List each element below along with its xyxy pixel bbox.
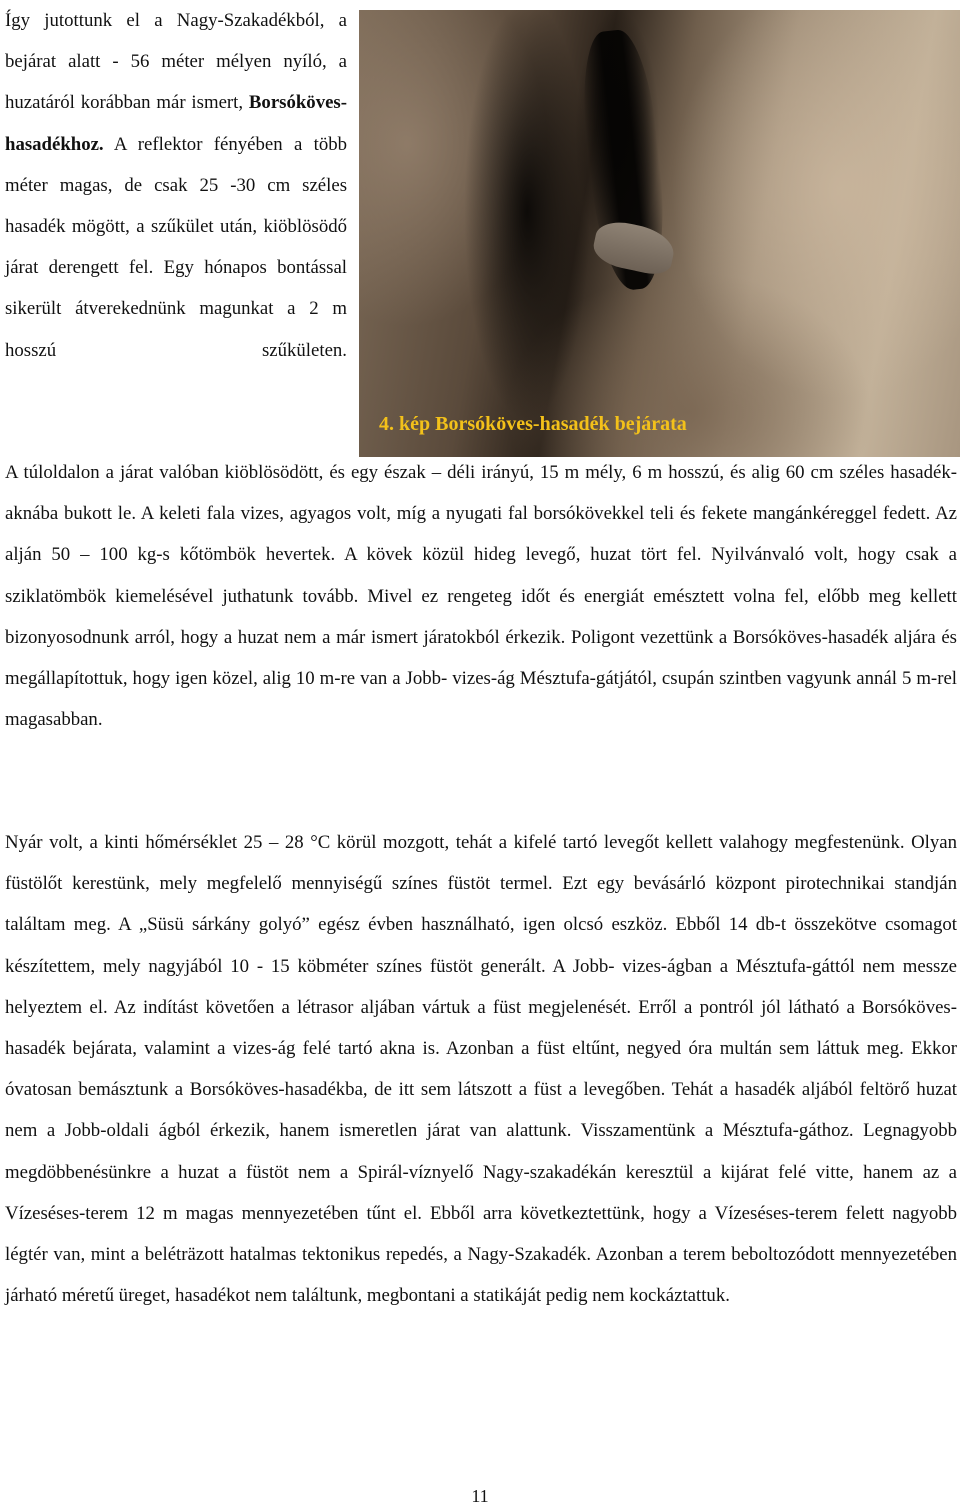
photo-rock-shape bbox=[590, 217, 678, 278]
body-paragraph-1: A túloldalon a járat valóban kiöblösödött, és egy észak – déli irányú, 15 m mély, 6 m hosszú, és alig 60 cm széles hasadék-aknába bukott le. A keleti fala vizes, agyagos volt, míg a nyugati fal borsókövekkel teli és fekete mangánkéreggel fedett. Az alján 50 – 100 kg-s kőtömbök hevertek. A kövek közül hideg levegő, huzat tört fel. Nyilvánvaló volt, hogy csak a sziklatömbök kiemelésével juthatunk tovább. Mivel ez rengeteg időt és energiát emésztett volna fel, előbb meg kellett bizonyosodnunk arról, hogy a huzat nem a már ismert járatokból érkezik. Poligont vezettünk a Borsóköves-hasadék aljára és megállapítottuk, hogy igen közel, alig 10 m-re van a Jobb- vizes-ág Mésztufa-gátjától, csupán szintben vagyunk annál 5 m-rel magasabban. bbox=[5, 462, 957, 731]
body-paragraph-2: Nyár volt, a kinti hőmérséklet 25 – 28 °C körül mozgott, tehát a kifelé tartó levegőt kellett valahogy megfestenünk. Olyan füstölőt kerestünk, mely megfelelő mennyiségű színes füstöt termel. Ezt egy bevásárló központ pirotechnikai standján találtam meg. A „Süsü sárkány golyó” egész évben használható, igen olcsó eszköz. Ebből 14 db-t összekötve csomagot készítettem, mely nagyjából 10 - 15 köbméter színes füstöt generált. A Jobb- vizes-ágban a Mésztufa-gáttól nem messze helyeztem el. Az indítást követően a létrasor aljában vártuk a füst megjelenését. Erről a pontról jól látható a Borsóköves-hasadék bejárata, valamint a vizes-ág felé tartó akna is. Azonban a füst eltűnt, negyed óra multán sem láttuk meg. Ekkor óvatosan bemásztunk a Borsóköves-hasadékba, de itt sem látszott a füst a levegőben. Tehát a hasadék aljából feltörő huzat nem a Jobb-oldali ágból érkezik, hanem ismeretlen járat van alattunk. Visszamentünk a Mésztufa-gáthoz. Legnagyobb megdöbbenésünkre a huzat a füstöt nem a Spirál-víznyelő Nagy-szakadékán keresztül a kijárat felé vitte, hanem az a Vízeséses-terem 12 m magas mennyezetében tűnt el. Ebből arra következtettünk, hogy a Vízeséses-terem felett nagyobb légtér van, mint a beléträzott hatalmas tektonikus repedés, a Nagy-Szakadék. Azonban a terem beboltozódott mennyezetében járható méretű üreget, hasadékot nem találtunk, megbontani a statikáját pedig nem kockáztattuk. bbox=[5, 832, 957, 1307]
photo-caption: 4. kép Borsóköves-hasadék bejárata bbox=[379, 413, 687, 435]
intro-text-end: A reflektor fényében a több méter magas, de csak 25 -30 cm széles hasadék mögött, a szűkület után, kiöblösödő járat derengett fel. Egy hónapos bontással sikerült átverekednünk magunkat a 2 m hosszú szűkületen. bbox=[5, 133, 347, 361]
intro-bold-term: Borsóköves-hasadékhoz. bbox=[5, 92, 347, 155]
cave-photo bbox=[359, 10, 960, 457]
intro-paragraph bbox=[5, 0, 347, 371]
page-number: 11 bbox=[471, 1486, 489, 1506]
intro-text-start: Így jutottunk el a Nagy-Szakadékból, a bejárat alatt - 56 méter mélyen nyíló, a huzatáról korábban már ismert, bbox=[5, 10, 347, 114]
